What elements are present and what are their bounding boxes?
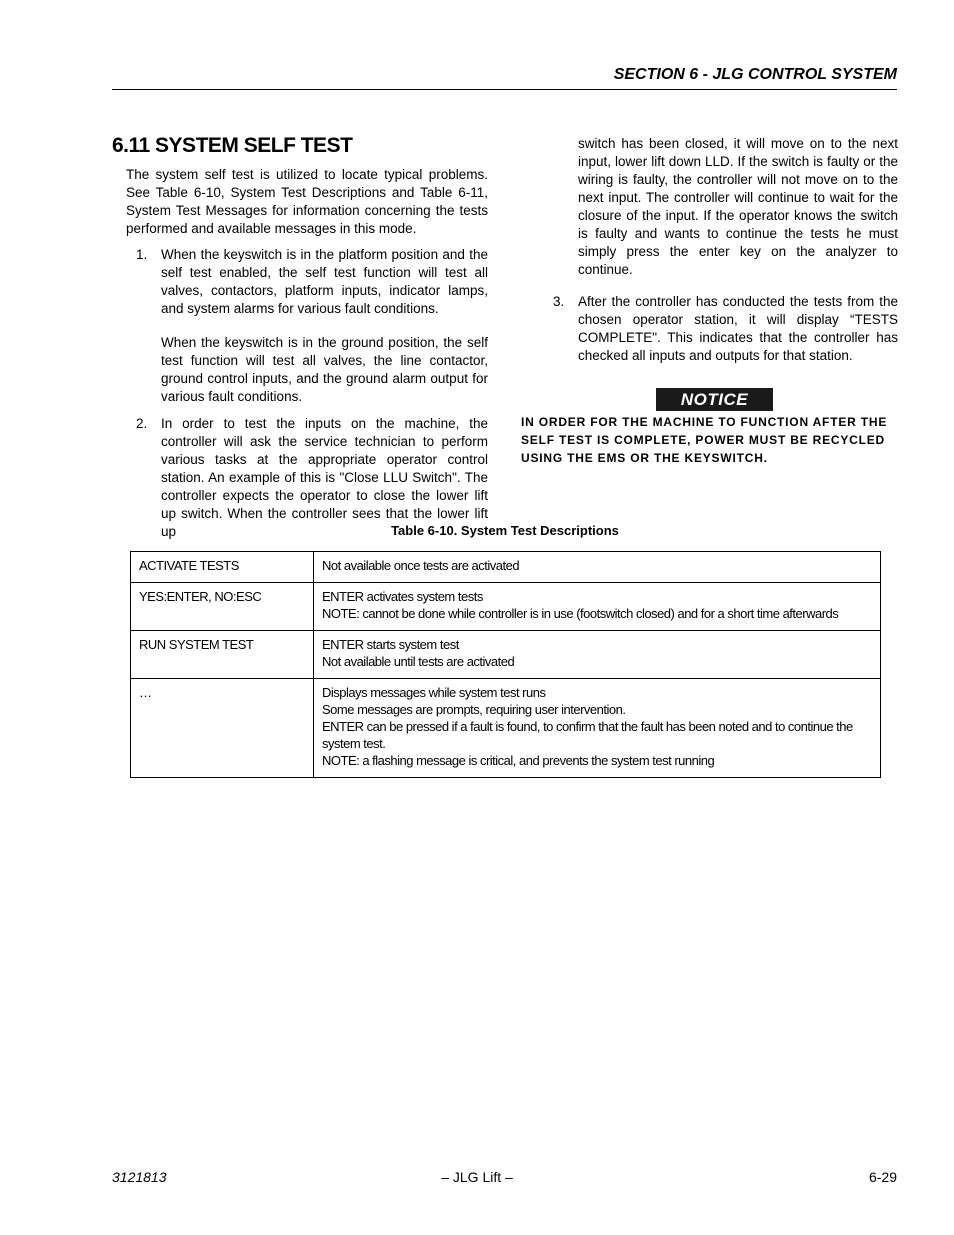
description-line: NOTE: a flashing message is critical, and prevents the system test running bbox=[322, 753, 715, 768]
list-text: After the controller has conducted the tests from the chosen operator station, it will display “TESTS COMPLETE". This indicates that the controller has checked all inputs and outputs for that station. bbox=[578, 294, 898, 363]
description-line: ENTER can be pressed if a fault is found, to confirm that the fault has been noted and to continue the system test. bbox=[322, 719, 853, 751]
list-number: 1. bbox=[136, 247, 148, 262]
test-description-cell bbox=[314, 631, 881, 679]
description-line: Not available once tests are activated bbox=[322, 558, 520, 573]
description-line: ENTER starts system test bbox=[322, 637, 459, 652]
table-row bbox=[131, 583, 881, 631]
test-description-cell bbox=[314, 583, 881, 631]
left-column bbox=[126, 166, 488, 541]
list-number: 2. bbox=[136, 416, 148, 431]
section-title: 6.11 SYSTEM SELF TEST bbox=[112, 134, 353, 157]
table-caption: Table 6-10. System Test Descriptions bbox=[391, 523, 619, 538]
right-column bbox=[543, 135, 898, 365]
table-row bbox=[131, 679, 881, 778]
header-divider bbox=[112, 89, 897, 90]
description-line: Displays messages while system test runs bbox=[322, 685, 546, 700]
list-text-continued: When the keyswitch is in the ground position, the self test function will test all valves, the line contactor, ground control inputs, and the ground alarm output for various fault conditions. bbox=[161, 335, 488, 404]
table-row bbox=[131, 552, 881, 583]
description-line: Not available until tests are activated bbox=[322, 654, 515, 669]
test-description-cell bbox=[314, 552, 881, 583]
notice-badge: NOTICE bbox=[656, 388, 773, 411]
intro-paragraph: The system self test is utilized to locate typical problems. See Table 6-10, System Test Descriptions and Table 6-11, System Test Messages for information concerning the tests performed and available messages in this mode. bbox=[126, 167, 488, 236]
test-name-cell: ACTIVATE TESTS bbox=[131, 552, 314, 583]
list-item-1 bbox=[126, 246, 488, 406]
description-line: Some messages are prompts, requiring user intervention. bbox=[322, 702, 626, 717]
notice-text: IN ORDER FOR THE MACHINE TO FUNCTION AFTER THE SELF TEST IS COMPLETE, POWER MUST BE RECYCLED USING THE EMS OR THE KEYSWITCH. bbox=[521, 415, 888, 465]
test-name-cell: … bbox=[131, 679, 314, 778]
list-item-3 bbox=[543, 293, 898, 365]
list-text: When the keyswitch is in the platform position and the self test enabled, the self test function will test all valves, contactors, platform inputs, indicator lamps, and system alarms for various fault conditions. bbox=[161, 247, 488, 316]
description-line: NOTE: cannot be done while controller is in use (footswitch closed) and for a short time afterwards bbox=[322, 606, 839, 621]
table-row bbox=[131, 631, 881, 679]
system-test-table bbox=[130, 551, 881, 778]
footer-page-number: 6-29 bbox=[868, 1169, 897, 1185]
footer-doc-number: 3121813 bbox=[112, 1169, 167, 1185]
test-name-cell: YES:ENTER, NO:ESC bbox=[131, 583, 314, 631]
description-line: ENTER activates system tests bbox=[322, 589, 483, 604]
section-header: SECTION 6 - JLG CONTROL SYSTEM bbox=[613, 66, 897, 83]
list-number: 3. bbox=[553, 294, 565, 309]
list-text: In order to test the inputs on the machine, the controller will ask the service technician to perform various tasks at the appropriate operator control station. An example of this is "Close LLU Switch". The controller expects the operator to close the lower lift up switch. When the controller sees that the lower lift up bbox=[161, 416, 488, 539]
list-item-2-continued bbox=[543, 135, 898, 279]
test-name-cell: RUN SYSTEM TEST bbox=[131, 631, 314, 679]
footer-brand: – JLG Lift – bbox=[441, 1169, 513, 1185]
test-description-cell bbox=[314, 679, 881, 778]
list-text-continued: switch has been closed, it will move on to the next input, lower lift down LLD. If the switch is faulty or the wiring is faulty, the controller will not move on to the next input. The controller will continue to wait for the closure of the input. If the operator knows the switch is faulty and wants to continue the tests he must simply press the enter key on the analyzer to continue. bbox=[578, 136, 898, 277]
